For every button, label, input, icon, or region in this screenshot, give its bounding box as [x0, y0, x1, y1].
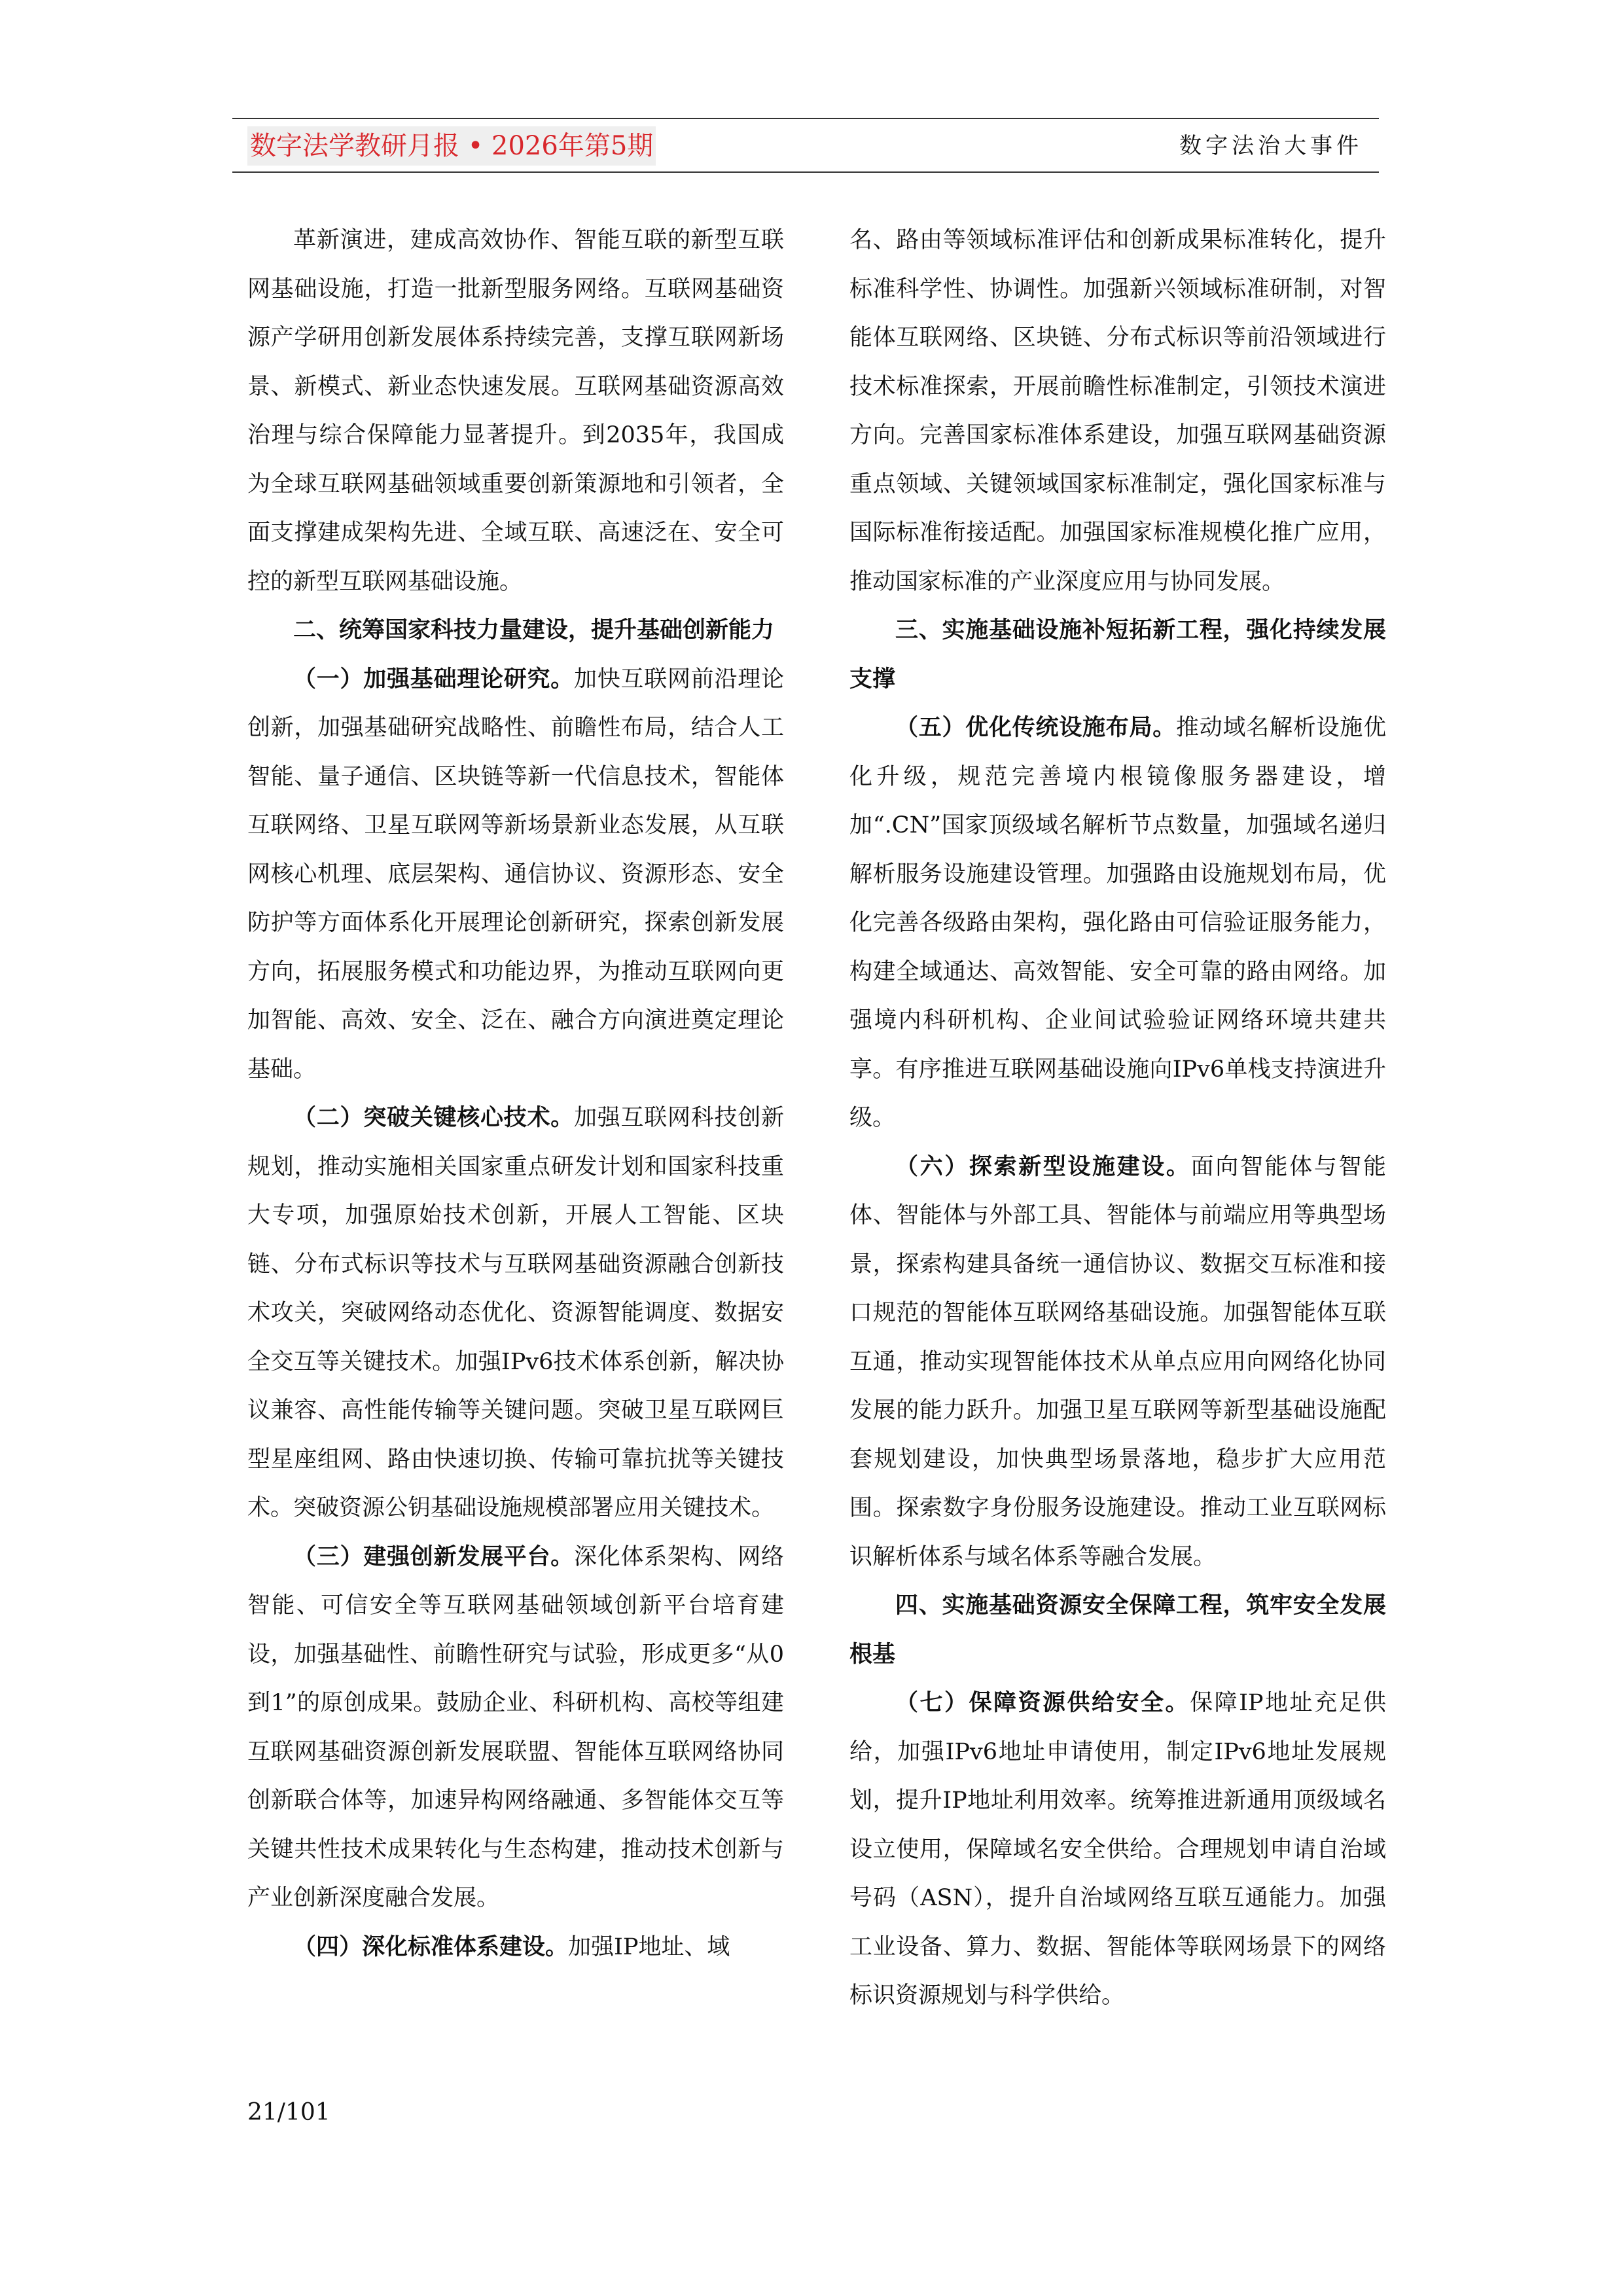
left-column — [247, 216, 784, 1971]
subheading: （四）深化标准体系建设。 — [293, 1933, 569, 1960]
paragraph-body: 加强互联网科技创新规划，推动实施相关国家重点研发计划和国家科技重大专项，加强原始技术创新，开展人工智能、区块链、分布式标识等技术与互联网基础资源融合创新技术攻关，突破网络动态优化、资源智能调度、数据安全交互等关键技术。加强IPv6技术体系创新，解决协议兼容、高性能传输等关键问题。突破卫星互联网巨型星座组网、路由快速切换、传输可靠抗扰等关键技术。突破资源公钥基础设施规模部署应用关键技术。 — [247, 1105, 784, 1521]
subheading: （六）探索新型设施建设。 — [895, 1153, 1191, 1180]
paragraph — [849, 704, 1386, 1143]
subheading: （三）建强创新发展平台。 — [293, 1543, 574, 1570]
page-number: 21/101 — [247, 2099, 330, 2126]
paragraph — [247, 1533, 784, 1923]
paragraph — [247, 1094, 784, 1533]
paragraph-body: 保障IP地址充足供给，加强IPv6地址申请使用，制定IPv6地址发展规划，提升IP地址利用效率。统筹推进新通用顶级域名设立使用，保障域名安全供给。合理规划申请自治域号码（ASN），提升自治域网络互联互通能力。加强工业设备、算力、数据、智能体等联网场景下的网络标识资源规划与科学供给。 — [849, 1690, 1386, 2009]
paragraph — [849, 1143, 1386, 1582]
section-title: 数字法治大事件 — [1179, 133, 1363, 159]
paragraph — [247, 1923, 784, 1972]
section-heading-4: 四、实施基础资源安全保障工程，筑牢安全发展根基 — [849, 1592, 1386, 1668]
subheading: （五）优化传统设施布局。 — [895, 714, 1176, 741]
right-column — [849, 216, 1386, 2020]
paragraph — [849, 1679, 1386, 2020]
paragraph-body: 深化体系架构、网络智能、可信安全等互联网基础领域创新平台培育建设，加强基础性、前瞻性研究与试验，形成更多“从0到1”的原创成果。鼓励企业、科研机构、高校等组建互联网基础资源创新发展联盟、智能体互联网络协同创新联合体等，加速异构网络融通、多智能体交互等关键共性技术成果转化与生态构建，推动技术创新与产业创新深度融合发展。 — [247, 1543, 784, 1911]
section-heading-2: 二、统筹国家科技力量建设，提升基础创新能力 — [293, 617, 775, 643]
header-bottom-rule — [232, 171, 1379, 173]
paragraph — [247, 655, 784, 1094]
subheading: （七）保障资源供给安全。 — [895, 1689, 1190, 1716]
paragraph-body: 加快互联网前沿理论创新，加强基础研究战略性、前瞻性布局，结合人工智能、量子通信、区块链等新一代信息技术，智能体互联网络、卫星互联网等新场景新业态发展，从互联网核心机理、底层架构、通信协议、资源形态、安全防护等方面体系化开展理论创新研究，探索创新发展方向，拓展服务模式和功能边界，为推动互联网向更加智能、高效、安全、泛在、融合方向演进奠定理论基础。 — [247, 666, 784, 1083]
paragraph-body: 加强IP地址、域 — [568, 1933, 730, 1960]
journal-title: 数字法学教研月报 • 2026年第5期 — [247, 126, 656, 166]
subheading: （二）突破关键核心技术。 — [293, 1104, 574, 1131]
subheading: （一）加强基础理论研究。 — [293, 665, 574, 692]
paragraph-body: 面向智能体与智能体、智能体与外部工具、智能体与前端应用等典型场景，探索构建具备统一通信协议、数据交互标准和接口规范的智能体互联网络基础设施。加强智能体互联互通，推动实现智能体技术从单点应用向网络化协同发展的能力跃升。加强卫星互联网等新型基础设施配套规划建设，加快典型场景落地，稳步扩大应用范围。探索数字身份服务设施建设。推动工业互联网标识解析体系与域名体系等融合发展。 — [849, 1153, 1386, 1570]
paragraph-body: 推动域名解析设施优化升级，规范完善境内根镜像服务器建设，增加“.CN”国家顶级域名解析节点数量，加强域名递归解析服务设施建设管理。加强路由设施规划布局，优化完善各级路由架构，强化路由可信验证服务能力，构建全域通达、高效智能、安全可靠的路由网络。加强境内科研机构、企业间试验验证网络环境共建共享。有序推进互联网基础设施向IPv6单栈支持演进升级。 — [849, 715, 1386, 1131]
header-top-rule — [232, 118, 1379, 119]
paragraph: 名、路由等领域标准评估和创新成果标准转化，提升标准科学性、协调性。加强新兴领域标准研制，对智能体互联网络、区块链、分布式标识等前沿领域进行技术标准探索，开展前瞻性标准制定，引领技术演进方向。完善国家标准体系建设，加强互联网基础资源重点领域、关键领域国家标准制定，强化国家标准与国际标准衔接适配。加强国家标准规模化推广应用，推动国家标准的产业深度应用与协同发展。 — [849, 227, 1386, 595]
section-heading-3: 三、实施基础设施补短拓新工程，强化持续发展支撑 — [849, 617, 1386, 692]
paragraph: 革新演进，建成高效协作、智能互联的新型互联网基础设施，打造一批新型服务网络。互联网基础资源产学研用创新发展体系持续完善，支撑互联网新场景、新模式、新业态快速发展。互联网基础资源高效治理与综合保障能力显著提升。到2035年，我国成为全球互联网基础领域重要创新策源地和引领者，全面支撑建成架构先进、全域互联、高速泛在、安全可控的新型互联网基础设施。 — [247, 227, 784, 595]
